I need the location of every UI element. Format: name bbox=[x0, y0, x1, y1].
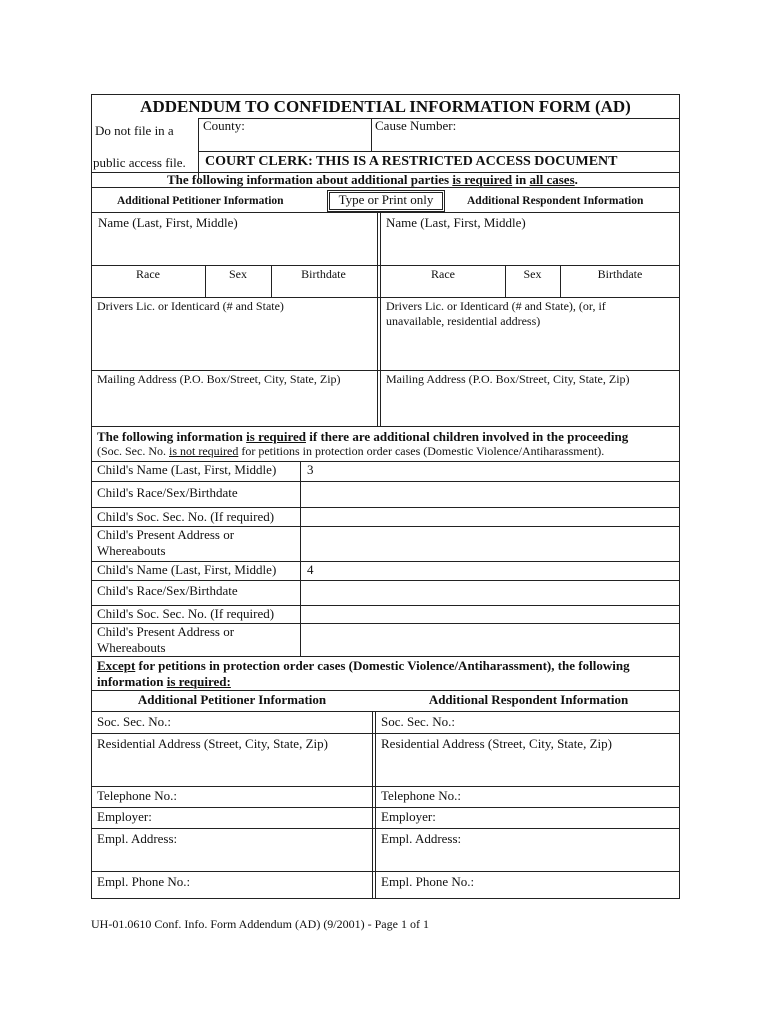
child3-name-label: Child's Name (Last, First, Middle) bbox=[97, 462, 277, 477]
form-footer: UH-01.0610 Conf. Info. Form Addendum (AD) (9/2001) - Page 1 of 1 bbox=[91, 917, 429, 931]
child4-whereabouts-label: Whereabouts bbox=[97, 640, 166, 655]
respondent-telephone-field[interactable]: Telephone No.: bbox=[381, 788, 461, 803]
do-not-file-line1: Do not file in a bbox=[95, 123, 174, 138]
petitioner-header: Additional Petitioner Information bbox=[117, 195, 284, 207]
petitioner-race-field[interactable]: Race bbox=[136, 267, 160, 281]
respondent-ssn-field[interactable]: Soc. Sec. No.: bbox=[381, 714, 456, 729]
petitioner-ssn-field[interactable]: Soc. Sec. No.: bbox=[97, 714, 172, 729]
except-notice-line1: Except for petitions in protection order cases (Domestic Violence/Antiharassment), the following bbox=[97, 658, 630, 673]
section2-respondent-header: Additional Respondent Information bbox=[428, 692, 629, 707]
section2-petitioner-header: Additional Petitioner Information bbox=[137, 692, 327, 707]
petitioner-employer-field[interactable]: Employer: bbox=[97, 809, 152, 824]
respondent-sex-field[interactable]: Sex bbox=[523, 267, 542, 281]
petitioner-empl-address-field[interactable]: Empl. Address: bbox=[97, 831, 178, 846]
cause-number-label[interactable]: Cause Number: bbox=[375, 118, 457, 133]
respondent-mailing-address-field[interactable]: Mailing Address (P.O. Box/Street, City, State, Zip) bbox=[386, 372, 630, 386]
child4-name-label: Child's Name (Last, First, Middle) bbox=[97, 562, 277, 577]
respondent-drivers-license-note: unavailable, residential address) bbox=[386, 314, 541, 328]
respondent-drivers-license-field[interactable]: Drivers Lic. or Identicard (# and State), (or, if bbox=[386, 299, 606, 313]
petitioner-residential-address-field[interactable]: Residential Address (Street, City, State, Zip) bbox=[97, 736, 328, 751]
child3-race-sex-birthdate-label: Child's Race/Sex/Birthdate bbox=[97, 485, 238, 500]
respondent-empl-address-field[interactable]: Empl. Address: bbox=[381, 831, 462, 846]
child3-whereabouts-label: Whereabouts bbox=[97, 543, 166, 558]
child3-address-label: Child's Present Address or bbox=[97, 527, 235, 542]
child3-number[interactable]: 3 bbox=[307, 462, 314, 477]
required-all-cases-notice: The following information about additional parties is required in all cases. bbox=[167, 172, 578, 187]
child4-address-label: Child's Present Address or bbox=[97, 624, 235, 639]
respondent-race-field[interactable]: Race bbox=[431, 267, 455, 281]
county-label[interactable]: County: bbox=[203, 118, 245, 133]
petitioner-telephone-field[interactable]: Telephone No.: bbox=[97, 788, 177, 803]
respondent-header: Additional Respondent Information bbox=[467, 195, 644, 207]
petitioner-birthdate-field[interactable]: Birthdate bbox=[301, 267, 346, 281]
petitioner-name-field[interactable]: Name (Last, First, Middle) bbox=[98, 215, 238, 230]
petitioner-empl-phone-field[interactable]: Empl. Phone No.: bbox=[97, 874, 191, 889]
respondent-residential-address-field[interactable]: Residential Address (Street, City, State, Zip) bbox=[381, 736, 612, 751]
petitioner-drivers-license-field[interactable]: Drivers Lic. or Identicard (# and State) bbox=[97, 299, 284, 313]
child4-number[interactable]: 4 bbox=[307, 562, 314, 577]
child3-ssn-label: Child's Soc. Sec. No. (If required) bbox=[97, 509, 275, 524]
respondent-birthdate-field[interactable]: Birthdate bbox=[597, 267, 643, 281]
petitioner-mailing-address-field[interactable]: Mailing Address (P.O. Box/Street, City, State, Zip) bbox=[97, 372, 341, 386]
respondent-empl-phone-field[interactable]: Empl. Phone No.: bbox=[381, 874, 475, 889]
child4-ssn-label: Child's Soc. Sec. No. (If required) bbox=[97, 606, 275, 621]
type-or-print-label: Type or Print only bbox=[338, 192, 434, 207]
except-notice-line2: information is required: bbox=[97, 674, 231, 689]
restricted-access-notice: COURT CLERK: THIS IS A RESTRICTED ACCESS DOCUMENT bbox=[205, 154, 618, 169]
petitioner-sex-field[interactable]: Sex bbox=[229, 267, 247, 281]
child4-race-sex-birthdate-label: Child's Race/Sex/Birthdate bbox=[97, 583, 238, 598]
do-not-file-line2: public access file. bbox=[93, 155, 186, 170]
respondent-name-field[interactable]: Name (Last, First, Middle) bbox=[386, 215, 526, 230]
respondent-employer-field[interactable]: Employer: bbox=[381, 809, 436, 824]
form-title: ADDENDUM TO CONFIDENTIAL INFORMATION FORM (AD) bbox=[140, 97, 631, 116]
children-ssn-note: (Soc. Sec. No. is not required for petitions in protection order cases (Domestic Violence/Antiharassment). bbox=[97, 444, 605, 458]
children-heading: The following information is required if there are additional children involved in the proceeding bbox=[97, 429, 629, 444]
